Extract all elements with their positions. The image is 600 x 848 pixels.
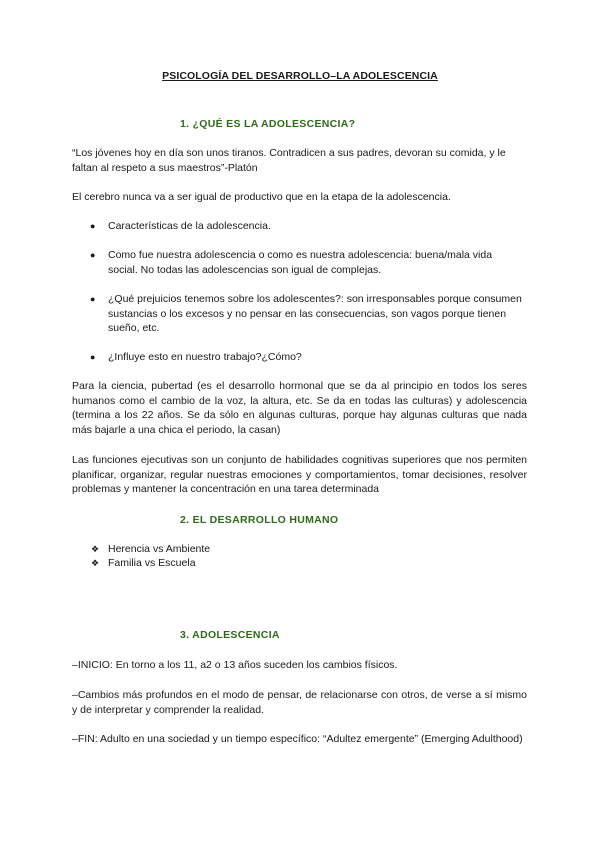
list-item-text: ¿Influye esto en nuestro trabajo?¿Cómo?	[108, 351, 302, 363]
list-item-text: Características de la adolescencia.	[108, 220, 271, 232]
document-title: PSICOLOGÍA DEL DESARROLLO–LA ADOLESCENCIA	[162, 70, 438, 82]
science-paragraph: Para la ciencia, pubertad (es el desarrollo hormonal que se da al principio en todos los seres humanos como el cambio de la voz, la altura, etc. Se da en todas las culturas) y adolescencia (termina a los 22 años. Se da sólo en algunas culturas, porque hay algunas culturas que nada más bajarle a una chica el periodo, la casan)	[72, 380, 527, 436]
cambios-paragraph: –Cambios más profundos en el modo de pensar, de relacionarse con otros, de verse a sí mismo y de interpretar y comprender la realidad.	[72, 689, 527, 716]
section-1-heading: 1. ¿QUÉ ES LA ADOLESCENCIA?	[180, 118, 356, 130]
bullet-dot-icon: ●	[90, 352, 96, 362]
list-item-text: ¿Qué prejuicios tenemos sobre los adolescentes?: son irresponsables porque consumen sustancias o los excesos y no pensar en las consecuencias, son vagos porque tienen sueño, etc.	[108, 293, 522, 335]
bullet-dot-icon: ●	[90, 250, 96, 260]
list-item-text: Herencia vs Ambiente	[108, 543, 211, 555]
diamond-bullet-icon: ❖	[91, 544, 100, 554]
plato-quote: “Los jóvenes hoy en día son unos tiranos. Contradicen a sus padres, devoran su comida, y le faltan al respeto a sus maestros”-Platón	[72, 147, 506, 174]
section-3-heading: 3. ADOLESCENCIA	[180, 629, 280, 641]
bullet-dot-icon: ●	[90, 221, 96, 231]
bullet-dot-icon: ●	[90, 294, 96, 304]
executive-functions-paragraph: Las funciones ejecutivas son un conjunto de habilidades cognitivas superiores que nos permiten planificar, organizar, regular nuestras emociones y comportamientos, tomar decisiones, resolver problemas y mantener la concentración en una tarea determinada	[72, 454, 527, 496]
section-2-heading: 2. EL DESARROLLO HUMANO	[180, 514, 339, 526]
fin-paragraph: –FIN: Adulto en una sociedad y un tiempo específico: “Adultez emergente” (Emerging Adulthood)	[72, 733, 523, 745]
brain-statement: El cerebro nunca va a ser igual de productivo que en la etapa de la adolescencia.	[72, 191, 451, 203]
list-item-text: Familia vs Escuela	[108, 557, 196, 569]
list-item-text: Como fue nuestra adolescencia o como es nuestra adolescencia: buena/mala vida social. No todas las adolescencias son igual de complejas.	[108, 249, 493, 276]
inicio-paragraph: –INICIO: En torno a los 11, a2 o 13 años suceden los cambios físicos.	[72, 659, 398, 671]
diamond-bullet-icon: ❖	[91, 558, 100, 568]
